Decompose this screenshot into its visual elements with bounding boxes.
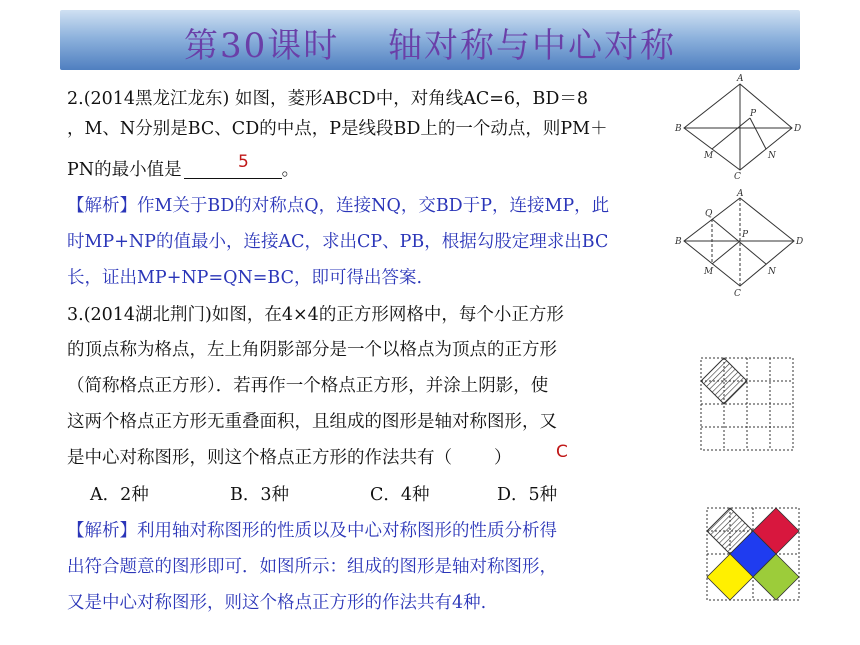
- q3-line-5-suffix: ）: [494, 448, 512, 468]
- q3-analysis-2: 出符合题意的图形即可．如图所示：组成的图形是轴对称图形，: [67, 557, 557, 577]
- q2-analysis-3: 长，证出MP+NP=QN=BC，即可得出答案.: [67, 268, 423, 288]
- q2-line-3: [67, 156, 299, 184]
- q3-analysis-1: 【解析】利用轴对称图形的性质以及中心对称图形的性质分析得: [67, 521, 557, 541]
- q2-analysis-2: 时MP+NP的值最小，连接AC，求出CP、PB，根据勾股定理求出BC: [67, 232, 609, 252]
- rhombus-figure-1: [672, 72, 802, 180]
- q3-analysis-3: 又是中心对称图形，则这个格点正方形的作法共有4种.: [67, 593, 487, 613]
- label-m-2: M: [704, 267, 714, 277]
- label-p: P: [750, 109, 757, 119]
- q3-line-5: [67, 444, 512, 472]
- q3-line-2: 的顶点称为格点，左上角阴影部分是一个以格点为顶点的正方形: [67, 340, 557, 360]
- q3-line-3: （简称格点正方形）．若再作一个格点正方形，并涂上阴影，使: [67, 376, 549, 396]
- rhombus-figure-2: [672, 188, 802, 298]
- q2-answer: 5: [238, 152, 249, 172]
- q2-analysis-1: 【解析】作M关于BD的对称点Q，连接NQ，交BD于P，连接MP，此: [67, 196, 610, 216]
- shaded-grid-square: [701, 358, 747, 404]
- label-c: C: [734, 172, 741, 182]
- label-n: N: [768, 151, 776, 161]
- q3-line-5-prefix: 是中心对称图形，则这个格点正方形的作法共有（: [67, 448, 452, 468]
- page-title: 第30课时 轴对称与中心对称: [183, 26, 677, 66]
- title-banner: [60, 10, 800, 70]
- q3-line-4: 这两个格点正方形无重叠面积，且组成的图形是轴对称图形，又: [67, 412, 557, 432]
- label-q-2: Q: [705, 209, 713, 219]
- label-p-2: P: [742, 230, 749, 240]
- label-a-2: A: [737, 189, 744, 199]
- grid-figure-answer: [705, 506, 803, 604]
- grid-figure-question: [698, 355, 798, 455]
- q3-answer: C: [556, 442, 568, 462]
- segment-mp: [712, 118, 750, 149]
- label-c-2: C: [734, 289, 741, 299]
- label-a: A: [737, 74, 744, 84]
- q2-answer-blank: [184, 158, 282, 179]
- q3-option-b: B．3种: [230, 485, 289, 505]
- label-d: D: [794, 124, 802, 134]
- q3-option-d: D．5种: [497, 485, 558, 505]
- q3-option-a: A．2种: [90, 485, 149, 505]
- segment-pn: [750, 118, 766, 149]
- label-b-2: B: [675, 237, 682, 247]
- label-n-2: N: [768, 267, 776, 277]
- q2-line-1: 2.(2014黑龙江龙东) 如图，菱形ABCD中，对角线AC=6，BD＝8: [67, 89, 589, 109]
- q2-line-2: ，M、N分别是BC、CD的中点，P是线段BD上的一个动点，则PM＋: [67, 119, 608, 139]
- q2-line-3-suffix: 。: [281, 160, 300, 180]
- q3-line-1: 3.(2014湖北荆门)如图，在4×4的正方形网格中，每个小正方形: [67, 305, 564, 325]
- q2-line-3-prefix: PN的最小值是: [67, 160, 182, 180]
- label-m: M: [704, 151, 714, 161]
- q3-option-c: C．4种: [370, 485, 430, 505]
- label-b: B: [675, 124, 682, 134]
- segment-mp-2: [712, 241, 740, 264]
- label-d-2: D: [796, 237, 804, 247]
